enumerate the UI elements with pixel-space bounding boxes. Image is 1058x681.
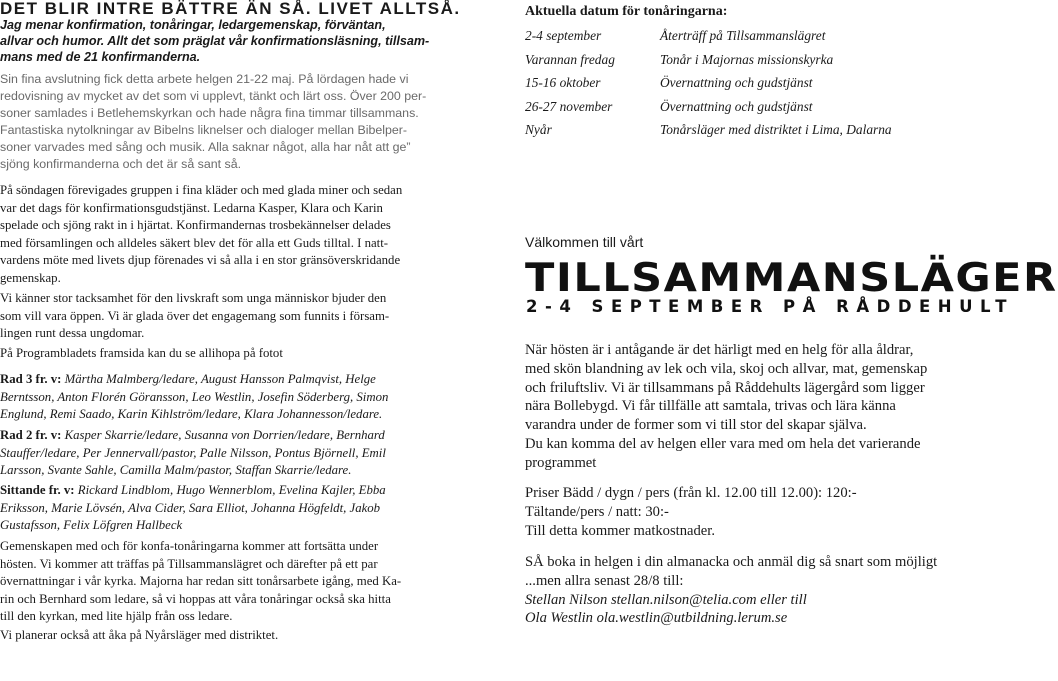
text-line: På söndagen förevigades gruppen i fina kläder och med glada miner och sedan bbox=[0, 183, 403, 197]
caption-names: Stauffer/ledare, Per Jennervall/pastor, Palle Nilsson, Pontus Björnell, Emil bbox=[0, 445, 386, 460]
text-line: ...men allra senast 28/8 till: bbox=[525, 572, 684, 589]
text-line: var det dags för konfirmationsgudstjänst. Ledarna Kasper, Klara och Karin bbox=[0, 200, 383, 215]
caption-names: Märtha Malmberg/ledare, August Hansson Palmqvist, Helge bbox=[64, 372, 376, 386]
paragraph-photo bbox=[0, 345, 440, 363]
text-line: Vi planerar också att åka på Nyårsläger med distriktet. bbox=[0, 628, 279, 642]
text-line: spelade och sjöng rakt in i hjärtat. Konfirmandernas trosbekännelser delades bbox=[0, 218, 391, 232]
booking-info bbox=[525, 553, 955, 628]
schedule-date: 15-16 oktober bbox=[525, 75, 601, 90]
schedule-event: Tonår i Majornas missionskyrka bbox=[660, 51, 834, 67]
text-line: hösten. Vi kommer att träffas på Tillsammanslägret och därefter på ett par bbox=[0, 556, 378, 571]
contact-line: Ola Westlin ola.westlin@utbildning.lerum.se bbox=[525, 610, 788, 627]
welcome-text: Välkommen till vårt bbox=[525, 234, 644, 250]
caption-label: Sittande fr. v: bbox=[0, 483, 75, 497]
caption-names: Larsson, Svante Sahle, Camilla Malm/pastor, Staffan Skarrie/ledare. bbox=[0, 463, 352, 477]
text-line: Tältande/pers / natt: 30:- bbox=[525, 503, 669, 520]
text-line: programmet bbox=[525, 454, 597, 471]
text-line: redovisning av mycket av det som vi upplevt, tänkt och lärt oss. Över 200 per- bbox=[0, 89, 427, 103]
text-line: som vill vara öppen. Vi är glada över det engagemang som funnits i försam- bbox=[0, 308, 390, 323]
schedule-date: 2-4 september bbox=[525, 28, 602, 43]
text-line: Sin fina avslutning fick detta arbete helgen 21-22 maj. På lördagen hade vi bbox=[0, 72, 409, 86]
text-line: till den kyrkan, med lite hjälp från oss ledare. bbox=[0, 609, 233, 623]
schedule-event: Övernattning och gudstjänst bbox=[660, 75, 813, 90]
text-line: rin och Bernhard som ledare, så vi hoppas att våra tonåringar också ska hitta bbox=[0, 591, 391, 606]
text-line: soner samlades i Betlehemskyrkan och hade några fina timmar tillsammans. bbox=[0, 106, 419, 120]
text-line: När hösten är i antågande är det härligt med en helg för alla åldrar, bbox=[525, 342, 914, 358]
intro-line: Jag menar konfirmation, tonåringar, ledargemenskap, förväntan, bbox=[0, 18, 386, 32]
caption-names: Englund, Remi Saado, Karin Kihlström/ledare, Klara Johannesson/ledare. bbox=[0, 407, 383, 421]
intro-line: allvar och humor. Allt det som präglat vår konfirmationsläsning, tillsam- bbox=[0, 34, 430, 48]
schedule-event: Tonårsläger med distriktet i Lima, Dalarna bbox=[660, 122, 892, 137]
photo-caption-sittande bbox=[0, 482, 440, 535]
caption-names: Gustafsson, Felix Löfgren Hallbeck bbox=[0, 518, 183, 532]
text-line: övernattningar i vår kyrka. Majorna har redan sitt tonårsarbete igång, med Ka- bbox=[0, 574, 402, 588]
camp-description bbox=[525, 341, 955, 473]
intro-line: mans med de 21 konfirmanderna. bbox=[0, 50, 201, 64]
paragraph-autumn bbox=[0, 538, 440, 626]
schedule-event: Återträff på Tillsammanslägret bbox=[660, 28, 826, 43]
text-line: Vi känner stor tacksamhet för den livskraft som unga människor bjuder den bbox=[0, 291, 387, 305]
caption-label: Rad 3 fr. v: bbox=[0, 372, 62, 386]
text-line: Fantastiska nytolkningar av Bibelns liknelser och dialoger mellan Bibelper- bbox=[0, 123, 408, 137]
caption-label: Rad 2 fr. v: bbox=[0, 428, 62, 442]
schedule-date: Varannan fredag bbox=[525, 51, 615, 67]
paragraph-saturday bbox=[0, 71, 440, 173]
schedule-title: Aktuella datum för tonåringarna: bbox=[525, 4, 728, 19]
price-info bbox=[525, 484, 955, 540]
text-line: och friluftsliv. Vi är tillsammans på Råddehults lägergård som ligger bbox=[525, 379, 925, 396]
text-line: med församlingen och alldeles säkert blev det för alla ett Guds tilltal. I natt- bbox=[0, 235, 389, 250]
text-line: nära Bollebygd. Vi får tillfälle att samtala, trivas och lära känna bbox=[525, 398, 896, 415]
contact-line: Stellan Nilson stellan.nilson@telia.com eller till bbox=[525, 591, 807, 608]
caption-names: Eriksson, Marie Lövsén, Alva Cider, Sara Elliot, Johanna Högfeldt, Jakob bbox=[0, 500, 381, 515]
caption-names: Rickard Lindblom, Hugo Wennerblom, Evelina Kajler, Ebba bbox=[77, 483, 386, 497]
text-line: sjöng konfirmanderna och det är så sant så. bbox=[0, 157, 242, 171]
text-line: gemenskap. bbox=[0, 270, 61, 285]
text-line: SÅ boka in helgen i din almanacka och anmäl dig så snart som möjligt bbox=[525, 554, 938, 570]
photo-caption-rad3 bbox=[0, 371, 440, 424]
camp-subtitle: 2-4 SEPTEMBER PÅ RÅDDEHULT bbox=[526, 297, 1015, 316]
text-line: Till detta kommer matkostnader. bbox=[525, 522, 715, 539]
photo-caption-rad2 bbox=[0, 427, 440, 480]
article-headline: DET BLIR INTRE BÄTTRE ÄN SÅ. LIVET ALLTSÅ. bbox=[0, 0, 461, 18]
text-line: Priser Bädd / dygn / pers (från kl. 12.00 till 12.00): 120:- bbox=[525, 485, 857, 501]
text-line: soner varvades med sång och musik. Alla saknar något, alla har nåt att ge” bbox=[0, 140, 411, 154]
text-line: varandra under de former som vi till stor del skapar själva. bbox=[525, 417, 867, 434]
caption-names: Kasper Skarrie/ledare, Susanna von Dorrien/ledare, Bernhard bbox=[64, 428, 385, 442]
text-line: På Programbladets framsida kan du se allihopa på fotot bbox=[0, 346, 283, 360]
paragraph-gratitude bbox=[0, 290, 440, 343]
text-line: med skön blandning av lek och vila, skoj och allvar, mat, gemenskap bbox=[525, 360, 928, 377]
text-line: lingen runt dessa ungdomar. bbox=[0, 326, 145, 340]
schedule-date: Nyår bbox=[525, 122, 552, 137]
article-intro bbox=[0, 17, 440, 65]
text-line: vardens möte med livets djup förenades vi så alla i en stor gränsöverskridande bbox=[0, 253, 401, 267]
paragraph-sunday bbox=[0, 182, 440, 287]
schedule-event: Övernattning och gudstjänst bbox=[660, 98, 813, 114]
camp-title: TILLSAMMANSLÄGER bbox=[525, 255, 1058, 301]
text-line: Gemenskapen med och för konfa-tonåringarna kommer att fortsätta under bbox=[0, 539, 379, 553]
paragraph-new-year bbox=[0, 627, 440, 645]
caption-names: Berntsson, Anton Florén Göransson, Leo Westlin, Josefin Söderberg, Simon bbox=[0, 389, 389, 404]
text-line: Du kan komma del av helgen eller vara med om hela det varierande bbox=[525, 435, 921, 452]
schedule-date: 26-27 november bbox=[525, 98, 613, 114]
